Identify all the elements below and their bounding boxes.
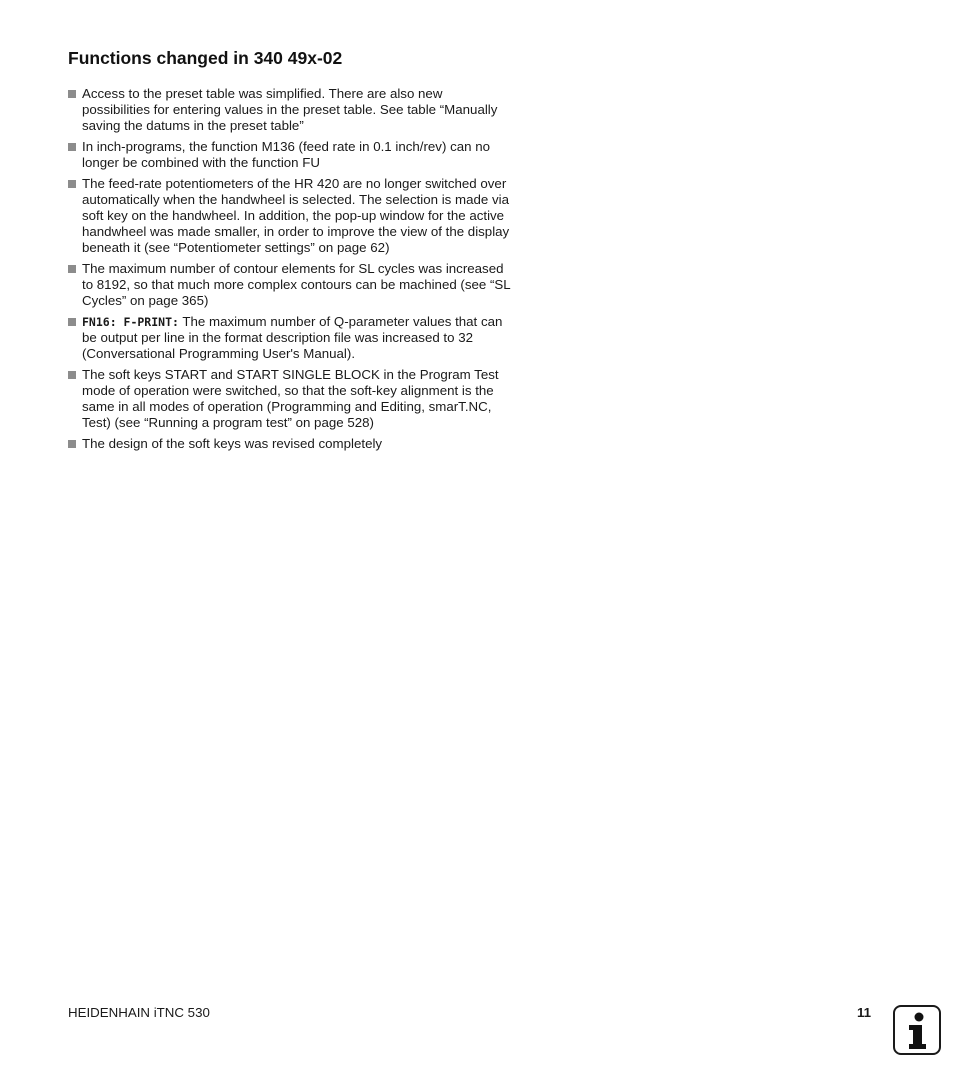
list-item-text: The design of the soft keys was revised completely	[82, 436, 383, 451]
square-bullet-icon	[68, 371, 76, 379]
list-item	[68, 86, 514, 134]
list-item-text: The feed-rate potentiometers of the HR 420 are no longer switched over automatically when the handwheel is selected. The selection is made via soft key on the handwheel. In addition, the pop-up window for the active handwheel was made smaller, in order to improve the view of the display beneath it (see “Potentiometer settings” on page 62)	[82, 176, 510, 255]
function-label: FN16: F-PRINT:	[82, 315, 179, 329]
list-item	[68, 176, 514, 256]
info-i-glyph	[895, 1007, 939, 1053]
footer-product-name: HEIDENHAIN iTNC 530	[68, 1005, 210, 1020]
square-bullet-icon	[68, 265, 76, 273]
page-number: 11	[857, 1005, 872, 1020]
list-item-text: The soft keys START and START SINGLE BLOCK in the Program Test mode of operation were switched, so that the soft-key alignment is the same in all modes of operation (Programming and Editing, smarT.NC, Test) (see “Running a program test” on page 528)	[82, 367, 499, 430]
list-item-text: The maximum number of Q-parameter values that can be output per line in the format description file was increased to 32 (Conversational Programming User's Manual).	[82, 314, 503, 361]
list-item	[68, 367, 514, 431]
square-bullet-icon	[68, 440, 76, 448]
section-title: Functions changed in 340 49x-02	[68, 48, 343, 68]
changes-list	[68, 86, 514, 457]
square-bullet-icon	[68, 143, 76, 151]
square-bullet-icon	[68, 318, 76, 326]
square-bullet-icon	[68, 180, 76, 188]
info-i-icon	[893, 1005, 941, 1055]
list-item	[68, 436, 514, 452]
list-item	[68, 261, 514, 309]
list-item	[68, 139, 514, 171]
list-item-text: The maximum number of contour elements for SL cycles was increased to 8192, so that much more complex contours can be machined (see “SL Cycles” on page 365)	[82, 261, 511, 308]
list-item	[68, 314, 514, 362]
square-bullet-icon	[68, 90, 76, 98]
list-item-text: In inch-programs, the function M136 (feed rate in 0.1 inch/rev) can no longer be combined with the function FU	[82, 139, 490, 170]
list-item-text: Access to the preset table was simplified. There are also new possibilities for entering values in the preset table. See table “Manually saving the datums in the preset table”	[82, 86, 498, 133]
